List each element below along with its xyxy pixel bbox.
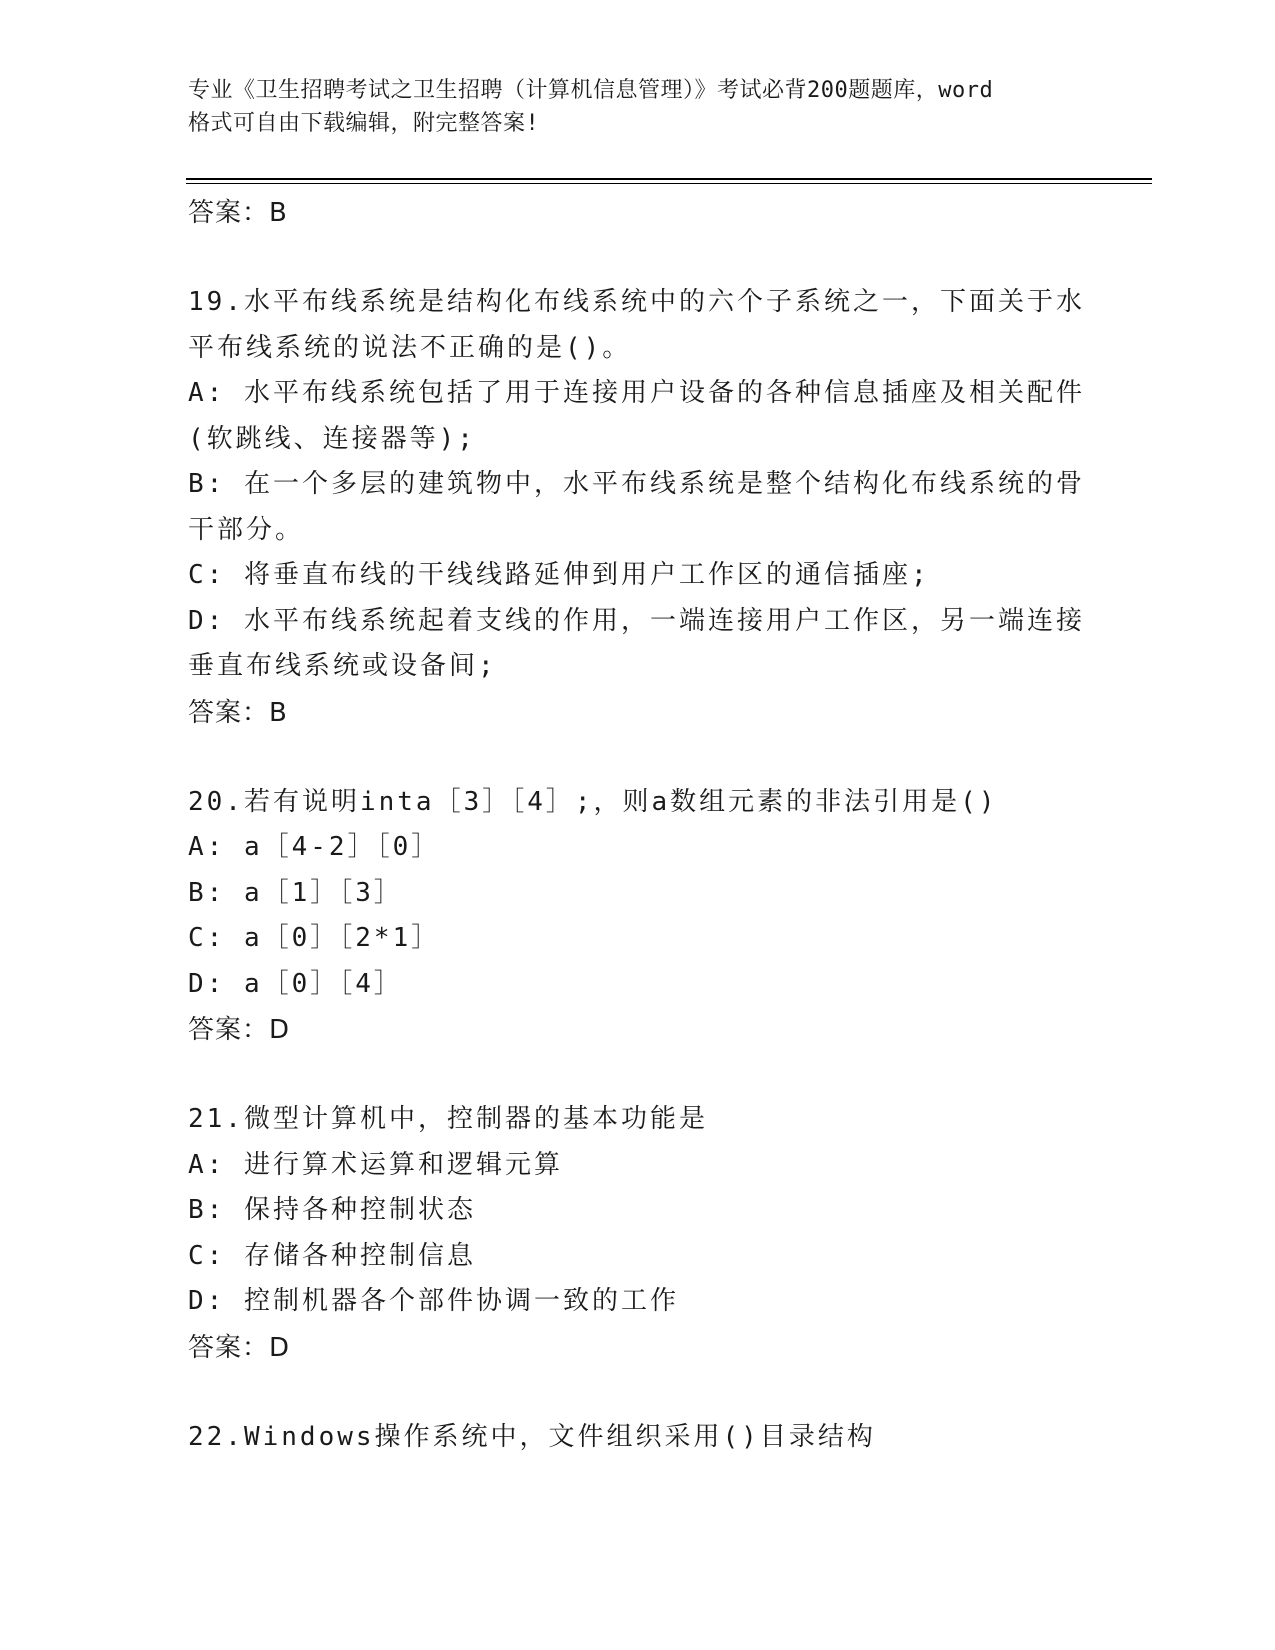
answer-line: 答案：D	[188, 1332, 291, 1363]
option-line: B: a［1］［3］	[188, 877, 403, 908]
option-line: D: a［0］［4］	[188, 968, 403, 999]
question-line: 21.微型计算机中，控制器的基本功能是	[188, 1104, 708, 1134]
question-block	[188, 280, 1088, 736]
option-line: A: 进行算术运算和逻辑元算	[188, 1149, 563, 1180]
option-line: D: 水平布线系统起着支线的作用，一端连接用户工作区，另一端连接	[188, 605, 1085, 636]
answer-line: 答案：B	[188, 198, 288, 228]
answer-line: 答案：B	[188, 697, 288, 728]
question-block	[188, 1097, 1088, 1371]
option-line: C: a［0］［2*1］	[188, 923, 441, 953]
header-rule-thick	[186, 178, 1152, 180]
option-line: A: 水平布线系统包括了用于连接用户设备的各种信息插座及相关配件	[188, 378, 1085, 408]
spacer	[188, 1371, 1088, 1415]
spacer	[188, 736, 1088, 780]
option-line: 垂直布线系统或设备间;	[188, 651, 497, 681]
header-rule-thin	[186, 183, 1152, 184]
question-line: 20.若有说明inta［3］［4］;，则a数组元素的非法引用是()	[188, 786, 998, 817]
document-body	[188, 190, 1088, 1460]
option-line: (软跳线、连接器等);	[188, 423, 476, 454]
question-line: 平布线系统的说法不正确的是()。	[188, 332, 632, 363]
header-line-2: 格式可自由下载编辑，附完整答案!	[188, 111, 540, 136]
header-line-1: 专业《卫生招聘考试之卫生招聘（计算机信息管理）》考试必背200题题库，word	[188, 78, 994, 103]
option-line: D: 控制机器各个部件协调一致的工作	[188, 1286, 679, 1316]
option-line: C: 存储各种控制信息	[188, 1240, 476, 1271]
option-line: C: 将垂直布线的干线线路延伸到用户工作区的通信插座;	[188, 560, 930, 590]
option-line: B: 在一个多层的建筑物中，水平布线系统是整个结构化布线系统的骨	[188, 469, 1085, 499]
question-block	[188, 1415, 1088, 1461]
answer-line: 答案：D	[188, 1015, 291, 1045]
option-line: B: 保持各种控制状态	[188, 1195, 476, 1225]
question-block	[188, 780, 1088, 1054]
spacer	[188, 1053, 1088, 1097]
question-line: 22.Windows操作系统中，文件组织采用()目录结构	[188, 1421, 876, 1452]
question-line: 19.水平布线系统是结构化布线系统中的六个子系统之一，下面关于水	[188, 287, 1085, 317]
option-line: A: a［4-2］［0］	[188, 832, 441, 862]
option-line: 干部分。	[188, 514, 305, 545]
page-header	[188, 74, 1088, 140]
spacer	[188, 236, 1088, 280]
